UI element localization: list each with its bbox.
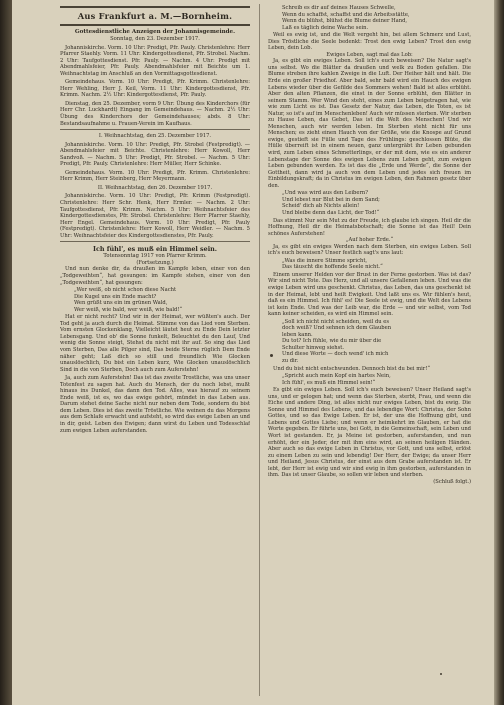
binding-fold	[0, 0, 12, 705]
holiday-heading: II. Weihnachtstag, den 26. Dezember 1917.	[97, 184, 213, 191]
column-divider	[259, 4, 260, 696]
left-column	[60, 4, 250, 694]
verse-line: Du tot? Ich fühle, wie du mir über die	[282, 338, 382, 345]
sermon-paragraph: Ja, es gibt ein ewiges Leben. Soll ich's euch beweisen? Die Natur sagt's uns selbst. Wo die Blätter da draußen und welk zu Boden gefallen. Die Blume streben ihre kahlen Zweige in die Luft. Der Heiher hält und hält. Die Erde ein großer Friedhof. Aber bald, sehr bald wird ein Hauch des ewigen Lebens wieder über die Gefilde des Sommers wehen! Bald ist alles erblüht. Aber den alten Pflanzen, die einst in der Sonne erblüht, den Blätter in seinem Stamm. Wer Wind den steht, eines zum Leben beigetragen hat, wie wie zum Licht es ist. Das Gesetz der Natur, das Leben, die Toten, es ist Natur, so ist's auf im Menschenleben! Auch wir müssen sterben. Wir sterben zu Hause Leben, das Gebet, Das ist die Welt des Menschen! Und wir Menschen, auch wir werden leben. Im Sterben steht nicht für uns Menschen; es zieht einen Hauch von der Größe, wie die Knospe auf Grund ewige, gestieft sie Fülle und Tage des Frühlings: geschlossen Blüte, die Hülle überreift ist in einem neuen, ganz untergräbt ihr Leben gebunden wird, zum Leben eines Schmetterlings, er der mit dem, wie es ein anderer Lebenstage der Sonne des ewigen Lebens zum Leben geht, zum ewigen Leben gebunden werden. Es ist das die „Erde und Werde“, die Sonne der Gottheit, dann wird ja auch von dem Leben und jedes sich freuen im Einbildungskraft; da in Christus im ewigen Leben, den Rahmen gesetz über den.	[268, 58, 471, 189]
closing-note: (Schluß folgt.)	[433, 478, 471, 485]
verse-line: doch weiß? Und sehnen ich dem Glauben	[282, 325, 392, 332]
notice-date: Sonntag, den 23. Dezember 1917.	[110, 36, 200, 42]
verse-line: Wenn du blühst, blühst die Blume deiner Hand,	[282, 18, 408, 25]
notice-paragraph: Gemeindehaus. Vorm. 10 Uhr: Predigt, Pfr. Krimm. Christenlehre: Herr Wehling, Herr J. Keil, Vorm. 11 Uhr: Kindergottesdienst, Pfr. Krimm. Nachm. 2½ Uhr: Kindergottesdienst, Pfr. Pauly.	[60, 79, 250, 99]
sermon-paragraph: Ja, es gibt ein ewiges Werden nach dem Sterben, ein ewiges Leben. Soll ich's euch beweisen? Unser festlich sagt's uns laut:	[268, 243, 471, 257]
masthead-rule	[60, 24, 250, 26]
notice-paragraph: Dienstag, den 25. Dezember, vorm 9 Uhr: Übung des Kinderchors (für Herr Chr. Luckhardt) Eingang im Gemeindehaus. — Nachm. 2½ Uhr: Übung des Kinderchors der Gemeindehauses; abds. 8 Uhr: Bestandsaufnahme u. Frauen-Verein im Kaufhaus.	[60, 100, 250, 127]
verse-line: zu dir.	[282, 357, 299, 364]
sermon-paragraph: Und nun denke dir, da draußen im Kampfe leben, einer von den „Todgeweihten“, hat gesungen: im Kampfe stehen, einer von den „Todgeweihten“, hat gesungen:	[60, 266, 250, 286]
right-column	[268, 4, 471, 698]
verse-block	[282, 319, 471, 365]
sermon-paragraph: Und du bist nicht entschwunden. Dennoch bist du bei mir!“	[273, 365, 431, 372]
notice-title: Gottesdienstliche Anzeigen der Johannisgemeinde.	[74, 29, 236, 35]
verse-line: leben kann.	[282, 331, 313, 338]
notice-paragraph: Gemeindehaus. Vorm. 10 Uhr: Predigt, Pfr. Krimm. Christenlehre: Herr Krimm, Herr Steinberg, Herr Meyermann.	[60, 169, 250, 183]
verse-block	[74, 287, 250, 313]
sermon-paragraph: Einem unserer Helden vor der Brust in der Ferne gestorben. Was ist das? Wir sind nicht Tote. Das Herz, und all unsere Gefallenen leben. Und was die ewige Leben wird uns geschenkt. Christus, das Leben, das uns geschenkt ist in der Heimat, lebt und heilt Ewigkeit. Und laßt uns es. Wir fühlen's heut, daß es ein Himmel. Ich fühl' es! Die Seele ist ewig, und die Welt des Lebens ist kein Ende. Und was der Leib war, die Erde — und wir selbst, vom Tod kann keiner scheiden, es wird ein Himmel sein.	[268, 271, 471, 318]
verse-line: Und bleibe denn das Licht, der Tod!“	[282, 209, 380, 216]
notice-paragraph: Johanniskirche. Vorm. 10 Uhr: Predigt, Pfr. Pauly. Christenlehre: Herr Pfarrer Staehly. Vorm. 11 Uhr: Kindergottesdienst, Pfr. Strobel. Nachm. 2 Uhr: Taufgottesdienst. Pfr. Pauly. — Nachm. 4 Uhr: Predigt mit Abendmahlsfeier, Pfr. Pauly. Abendmahlsfeier mit Beichte um 1. Weihnachtstag im Anschluß an den Vormittagsgottesdienst.	[60, 44, 250, 77]
sermon-paragraph: Das stimmt Nur sein Mut zu der Freude, ich glaube ich singen. Heil dir die Hoffnung, Heil dir die Heimatsbotschaft; die Sonne ist das Heil! Dein schönes Auferstehen!	[268, 217, 471, 237]
verse-line: Schulter hinweg siehst.	[282, 344, 345, 351]
verse-line: Schreib es dir auf deines Hauses Schwelle,	[282, 5, 396, 11]
verse-line: Ich fühl', es muß ein Himmel sein!“	[282, 379, 376, 386]
verse-line: „Soll ich nicht nicht scheiden, weil du es	[282, 318, 390, 325]
sermon-paragraph: Weil es ewig ist, und die Welt vergeht hin, bei allem Schmerz und Lust, Dies Tröstliche die Seele bedenkt: Trost den ewig Leben? Trost den ewig Leben, dein Lob.	[268, 32, 471, 52]
masthead: Aus Frankfurt a. M.—Bornheim.	[77, 11, 233, 21]
verse-line: Wenn du schaffst, schaffst und die Arbeitsstätte,	[282, 11, 410, 18]
verse-block	[282, 190, 471, 216]
verse-line: „Wer weiß, ob nicht schon diese Nacht	[74, 287, 177, 294]
sermon-quote: „Auf hoher Erde.“	[345, 237, 394, 244]
sermon-continuation: (Fortsetzung.)	[136, 259, 174, 266]
sermon-subtitle: Totensonntag 1917 von Pfarrer Krimm.	[103, 253, 207, 260]
verse-block	[282, 5, 471, 31]
verse-line: „Was die innere Stimme spricht,	[282, 257, 368, 264]
verse-line: Und diese Worte — doch wend' ich mich	[282, 351, 389, 358]
page-edge	[494, 0, 504, 705]
verse-line: Wer weiß, wie bald, wer weiß, wie bald!“	[74, 306, 183, 313]
sermon-paragraph: Es gibt ein ewiges Leben. Soll ich's euch beweisen? Unser Heiland sagt's uns, und er gelogen hat; und wenn das Sterben, sterbt, Frau, und wenn die Eiche und andere Ding, ist alles nicht nur ewiges Leben, bist du ewig. Die Sonne und Himmel des Lebens, und das lebendige Wort: Christus, der Sohn Gottes, und so das Ewige Leben. Er ist, der uns die Hoffnung gibt, und Lebens und Gottes Liebe; und wenn er heimkehrt im Glauben, er hat die Worte gegeben. Er führte uns, bei Gott, in die Gemeinschaft, sein Leben und Wort ist gestanden. Er, ja Meine ist gestorben, auferstanden, und nun erhöht, der ein Jeder, der mit ihm eins wird, an seinen heiligen Händen. Aber auch so das ewige Leben in Christus, vor Gott, und uns selbst, erlöst zu einem Leben zu sein und lebendig! Der Herr, der Ewige; da unser Herr und Heiland, Jesus Christus, der einst aus dem Grabe auferstanden ist. Er lebt, der Herr ist ewig und wir sind ewig in ihm gestorben, auferstanden in ihm. Das ist unser Glaube, so sollen wir leben und sterben.	[268, 387, 471, 479]
top-rule	[60, 6, 250, 8]
sermon-title: Ich fühl', es muß ein Himmel sein.	[92, 245, 218, 254]
sermon-paragraph: Ja, auch zum Auferstehn! Das ist das zweite Trostliche, was uns unser Totenfest zu sagen hat. Auch du Mensch, der du noch lebst, mußt hinaus ins Dunkel, das dann den Tod. Alles, was hierauf zu seinem Ende weiß, ist es, wo das ewige gehört, mündet in das Leben aus. Darum stehet deine Sache nicht nur neben dem Tode, sondern du bist dem Leben. Dies ist das zweite Tröstliche. Wie weinen du das Morgens aus dem Schlafe erwacht und aufsteht, so wird das ewige Leben an und in dir, geist. Leben des Ewigen; dann wirst du Leben und Todesschlaf zum ewigen Leben auferstanden.	[60, 375, 250, 434]
verse-line: „Spricht auch mein Kopf ein hartes Nein,	[282, 373, 391, 380]
verse-block	[282, 258, 471, 271]
verse-line: Scheid' dich ab Nichts allein!	[282, 203, 360, 210]
section-rule	[60, 241, 250, 242]
section-rule	[60, 129, 250, 130]
verse-line: Das täuscht die hoffende Seele nicht.“	[282, 264, 383, 271]
notice-paragraph: Johanniskirche. Vorm. 10 Uhr: Predigt, Pfr. Strobel (Festpredigt). — Abendmahlsfeier mit Beichte. Christenlehre: Herr Kowoll, Herr Sandvoß. — Nachm. 5 Uhr: Predigt, Pfr. Strobel. — Nachm. 5 Uhr: Predigt, Pfr. Pauly. Christenlehre: Herr Müller, Herr Schinke.	[60, 141, 250, 168]
verse-line: Und lebest nur Blut bei in dem Sand;	[282, 196, 380, 203]
verse-block	[282, 373, 471, 386]
sermon-quote: Ewiges Leben, sagt mal das Lob:	[326, 51, 413, 58]
notice-paragraph: Johanniskirche. Vorm. 10 Uhr: Predigt, Pfr. Krimm (Festpredigt). Christenlehre: Herr Schr. Henk, Herr Ermler. — Nachm. 2 Uhr: Taufgottesdienst, Pfr. Krimm. Nachm. 5 Uhr: Weihnachtsfeier des Kindergottesdienstes, Pfr. Strobel. Christenlehre: Herr Pfarrer Staehly, Herr Engel. Gemeindehaus. Vorm. 10 Uhr: Predigt, Pfr. Pauly (Festpredigt). Christenlehre: Herr Kowoll, Herr Weidler. — Nachm. 5 Uhr: Weihnachtsfeier des Kindergottesdienstes, Pfr. Pauly.	[60, 193, 250, 239]
verse-line: „Und was wird aus den Leibern?	[282, 190, 369, 197]
verse-line: Wen grüßt uns ein im grünen Wald,	[74, 300, 168, 307]
sermon-paragraph: Hat er nicht recht? Und wir in der Heimat, wer wüßten's auch. Der Tod geht ja auch durch die Heimat. Stimme von das Lied vom Sterben. Vom ernsten Glockenklang, Vielleicht läutet heut zu Ende Dein letzter Lebensgang. Und ob' die Sonne funkelt, Beleuchtet du den Lauf, Und wenig die Sonne steigt, Stehst du nicht mit ihr auf. So sing das Lied vom Sterben, Das alle Pilger sind, Das beide Sterne rüglich Dem Ende näher geht; Laß dich so still und freundlich Wie Glocken unauslöschlich, Du bist ein Leben kurz, Wie Glocken unauslöschlich Sind in die von Sterben, Doch auch zum Auferstehn!	[60, 314, 250, 373]
verse-line: Laß es täglich deine Wache sein.	[282, 24, 369, 31]
holiday-heading: I. Weihnachtstag, den 25. Dezember 1917.	[98, 133, 212, 140]
verse-line: Die Kugel uns ein Ende macht?	[74, 293, 157, 300]
